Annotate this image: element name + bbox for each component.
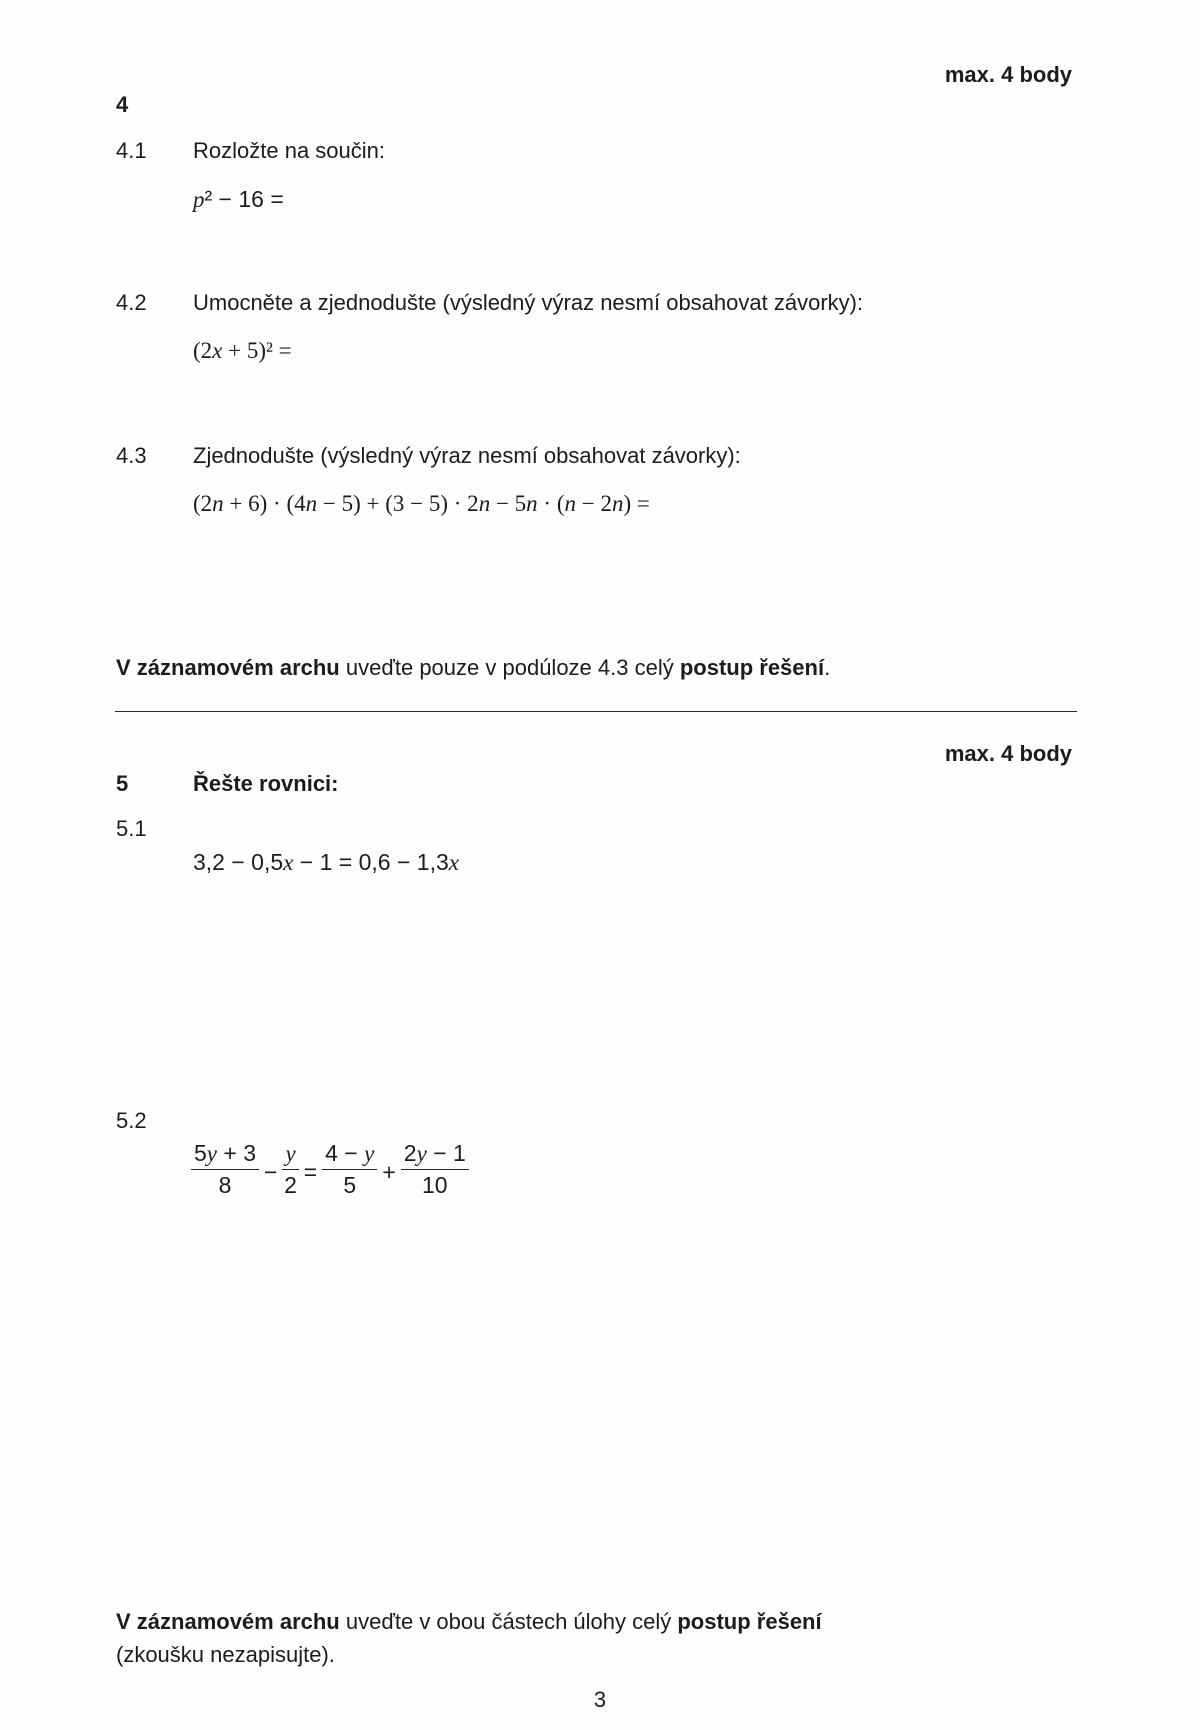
fraction-4-numerator: 2y − 1	[401, 1139, 469, 1170]
subtask-5-1-expression: 3,2 − 0,5x − 1 = 0,6 − 1,3x	[193, 849, 459, 875]
subtask-4-2-number: 4.2	[116, 290, 147, 315]
subtask-4-2-expression: (2x + 5)² =	[193, 338, 292, 363]
fraction-3-denominator: 5	[343, 1172, 357, 1198]
task4-number: 4	[116, 92, 129, 117]
task5-note-bold-2: postup řešení	[677, 1609, 822, 1634]
task4-note-text-1: uveďte pouze v podúloze 4.3 celý	[339, 655, 680, 680]
task5-note-line-1	[116, 1605, 822, 1638]
math-variable: n	[212, 491, 224, 516]
fraction-4-denominator: 10	[422, 1172, 448, 1198]
task5-note-bold-1: V záznamovém archu	[116, 1609, 340, 1634]
subtask-4-2-prompt: Umocněte a zjednodušte (výsledný výraz nesmí obsahovat závorky):	[193, 290, 864, 315]
math-variable: y	[285, 1141, 296, 1166]
task4-points: max. 4 body	[944, 62, 1072, 87]
subtask-5-2-equation	[191, 1139, 469, 1199]
math-variable: x	[448, 850, 459, 875]
subtask-5-2-number: 5.2	[116, 1108, 147, 1133]
subtask-4-1-number: 4.1	[116, 138, 147, 163]
fraction-3	[322, 1139, 377, 1199]
math-variable: p	[193, 187, 205, 212]
subtask-5-1-number: 5.1	[116, 816, 147, 841]
operator-minus: −	[264, 1159, 278, 1185]
task4-note	[116, 655, 830, 681]
subtask-4-3-expression: (2n + 6) · (4n − 5) + (3 − 5) · 2n − 5n · (n − 2n) =	[193, 491, 650, 516]
math-variable: n	[305, 491, 318, 516]
math-variable: n	[526, 491, 538, 516]
fraction-3-numerator: 4 − y	[322, 1139, 377, 1170]
task5-note	[116, 1605, 822, 1671]
fraction-4	[401, 1139, 469, 1199]
math-variable: x	[283, 850, 294, 875]
fraction-2	[282, 1139, 298, 1199]
fraction-1-denominator: 8	[218, 1172, 232, 1198]
math-variable: n	[478, 491, 491, 516]
task5-note-text-1: uveďte v obou částech úlohy celý	[339, 1609, 678, 1634]
math-variable: n	[611, 491, 624, 516]
subtask-4-1-expression: p² − 16 =	[193, 186, 284, 212]
task5-number: 5	[116, 771, 129, 796]
operator-plus: +	[382, 1159, 396, 1185]
section-divider	[115, 711, 1077, 712]
math-variable: x	[212, 338, 223, 363]
page-number: 3	[593, 1687, 607, 1712]
task5-points: max. 4 body	[944, 741, 1072, 766]
fraction-1-numerator: 5y + 3	[191, 1139, 259, 1170]
task4-note-bold-1: V záznamovém archu	[116, 655, 340, 680]
fraction-2-denominator: 2	[284, 1172, 297, 1198]
subtask-4-1-prompt: Rozložte na součin:	[193, 138, 385, 163]
subtask-4-3-prompt: Zjednodušte (výsledný výraz nesmí obsahovat závorky):	[193, 443, 741, 468]
task4-note-bold-2: postup řešení	[679, 655, 825, 680]
math-variable: y	[364, 1141, 375, 1166]
task5-title: Řešte rovnici:	[193, 771, 339, 796]
task4-note-text-2: .	[824, 655, 831, 680]
math-variable: y	[416, 1141, 427, 1166]
subtask-4-3-number: 4.3	[116, 443, 147, 468]
fraction-2-numerator	[282, 1139, 298, 1170]
math-variable: y	[206, 1141, 218, 1166]
task5-note-line-2: (zkoušku nezapisujte).	[116, 1642, 335, 1667]
fraction-1	[191, 1139, 259, 1199]
math-variable: n	[564, 491, 576, 516]
operator-equals: =	[303, 1159, 318, 1185]
